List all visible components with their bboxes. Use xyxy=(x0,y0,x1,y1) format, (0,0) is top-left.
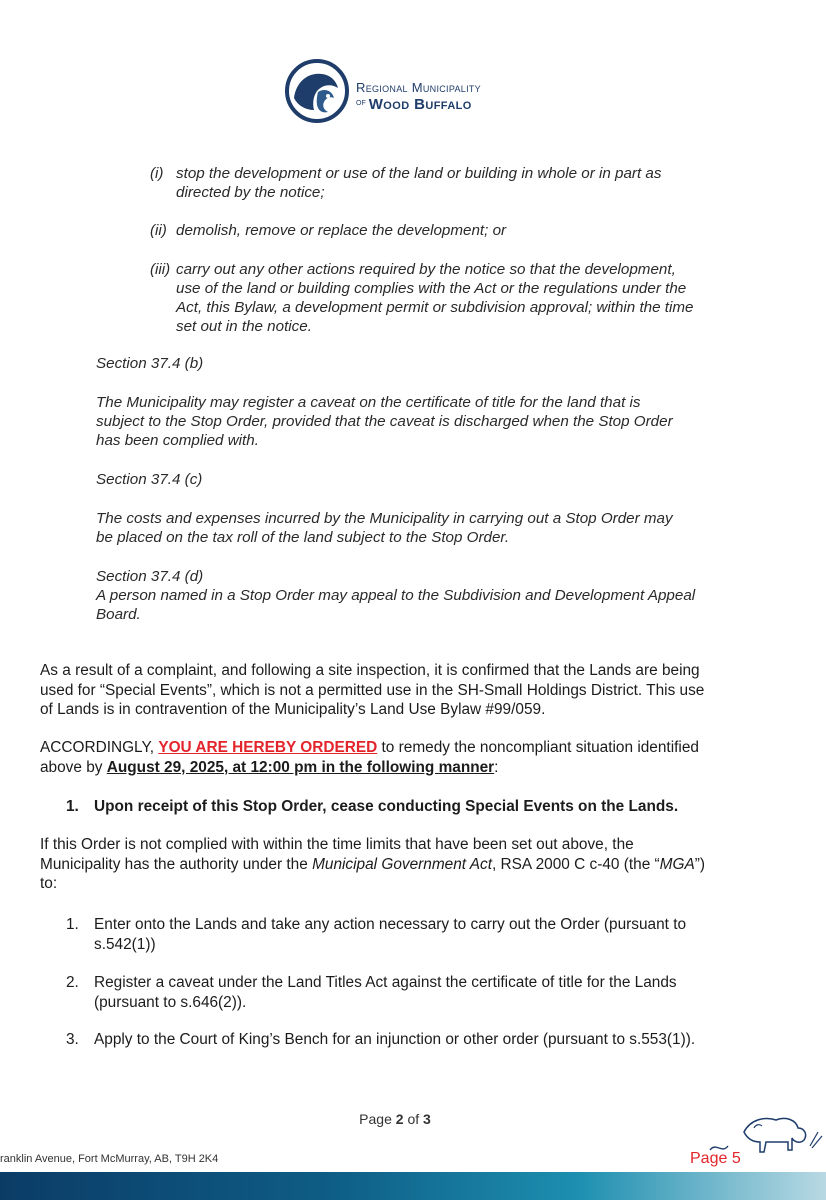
act-name: Municipal Government Act xyxy=(312,855,492,873)
list-item-text xyxy=(94,973,750,1012)
order-deadline: August 29, 2025, at 12:00 pm in the following manner xyxy=(106,758,495,776)
list-item-text xyxy=(176,164,746,202)
text-line: The Municipality may register a caveat on the certificate of title for the land that is xyxy=(96,394,641,411)
text-line: directed by the notice; xyxy=(176,184,325,201)
text-line: A person named in a Stop Order may appeal to the Subdivision and Development Appeal xyxy=(96,587,696,604)
page-annotation: Page 5 xyxy=(690,1150,741,1167)
order-line2-prefix: above by xyxy=(40,758,107,776)
list-marker: 1. xyxy=(66,916,79,933)
mga-abbrev: MGA xyxy=(659,855,695,873)
directive-text: Upon receipt of this Stop Order, cease conducting Special Events on the Lands. xyxy=(94,798,679,815)
list-marker: (iii) xyxy=(150,261,171,278)
municipality-logo xyxy=(284,58,514,128)
footer-color-band xyxy=(0,1172,826,1200)
text-line: to: xyxy=(40,875,58,892)
text-line: stop the development or use of the land or building in whole or in part as xyxy=(176,165,662,182)
text-line: As a result of a complaint, and following a site inspection, it is confirmed that the Lands are being xyxy=(40,662,700,679)
directive-marker: 1. xyxy=(66,798,79,815)
text-line: (pursuant to s.646(2)). xyxy=(94,993,247,1011)
section-body xyxy=(96,586,756,624)
text-line xyxy=(40,738,751,758)
list-item-text xyxy=(94,915,750,954)
list-marker: 2. xyxy=(66,974,79,991)
section-heading: Section 37.4 (b) xyxy=(96,355,204,372)
section-heading: Section 37.4 (d) xyxy=(96,568,204,585)
list-item-text xyxy=(94,1030,750,1050)
page-number xyxy=(0,1111,790,1127)
page-of: of xyxy=(407,1111,420,1127)
text-line xyxy=(40,855,751,875)
list-marker: 3. xyxy=(66,1031,79,1048)
order-rest: to remedy the noncompliant situation identified xyxy=(377,739,699,756)
text-line: carry out any other actions required by the notice so that the development, xyxy=(176,261,676,278)
logo-text-regional-municipality: Regional Municipality xyxy=(356,80,481,95)
text-line: Enter onto the Lands and take any action necessary to carry out the Order (pursuant to xyxy=(94,916,687,933)
authority-paragraph xyxy=(40,835,751,894)
text-line: Register a caveat under the Land Titles Act against the certificate of title for the Lands xyxy=(94,974,677,991)
text-line: set out in the notice. xyxy=(176,318,312,335)
text-line: Apply to the Court of King’s Bench for an injunction or other order (pursuant to s.553(1)). xyxy=(94,1031,696,1048)
list-item-text xyxy=(176,260,746,336)
footer-address: ranklin Avenue, Fort McMurray, AB, T9H 2K4 xyxy=(0,1153,219,1165)
text-line: Act, this Bylaw, a development permit or subdivision approval; within the time xyxy=(176,299,694,316)
text-line: demolish, remove or replace the development; or xyxy=(176,222,507,239)
text-fragment: ”) xyxy=(694,855,705,873)
order-highlight: YOU ARE HEREBY ORDERED xyxy=(158,739,378,756)
text-fragment: Municipality has the authority under the xyxy=(40,855,313,873)
page-current: 2 xyxy=(395,1111,404,1127)
text-fragment: , RSA 2000 C c-40 (the “ xyxy=(491,855,660,873)
text-line: The costs and expenses incurred by the Municipality in carrying out a Stop Order may xyxy=(96,510,673,527)
text-line: used for “Special Events”, which is not a permitted use in the SH-Small Holdings District. This use xyxy=(40,681,705,699)
order-prefix: ACCORDINGLY, xyxy=(40,739,159,756)
text-line xyxy=(40,758,751,778)
order-paragraph xyxy=(40,738,751,777)
logo-text-wood-buffalo xyxy=(356,96,472,114)
page-total: 3 xyxy=(423,1111,431,1127)
logo-text-of: of xyxy=(356,97,366,108)
text-line: s.542(1)) xyxy=(94,935,156,953)
logo-text-name: Wood Buffalo xyxy=(368,96,472,113)
complaint-paragraph xyxy=(40,661,751,720)
buffalo-logo-icon xyxy=(284,58,350,124)
page-word: Page xyxy=(359,1111,392,1127)
section-body xyxy=(96,393,756,450)
text-line: be placed on the tax roll of the land subject to the Stop Order. xyxy=(96,529,510,546)
text-line: subject to the Stop Order, provided that the caveat is discharged when the Stop Order xyxy=(96,413,673,430)
section-body xyxy=(96,509,756,547)
section-heading: Section 37.4 (c) xyxy=(96,471,203,488)
list-item-text xyxy=(176,221,746,240)
list-marker: (i) xyxy=(150,165,164,182)
text-line: of Lands is in contravention of the Municipality’s Land Use Bylaw #99/059. xyxy=(40,701,546,718)
text-line: use of the land or building complies with the Act or the regulations under the xyxy=(176,280,687,297)
list-marker: (ii) xyxy=(150,222,167,239)
order-line2-suffix: : xyxy=(494,758,499,776)
text-line: has been complied with. xyxy=(96,432,259,449)
text-line: If this Order is not complied with within the time limits that have been set out above, the xyxy=(40,836,634,853)
text-line: Board. xyxy=(96,606,141,623)
